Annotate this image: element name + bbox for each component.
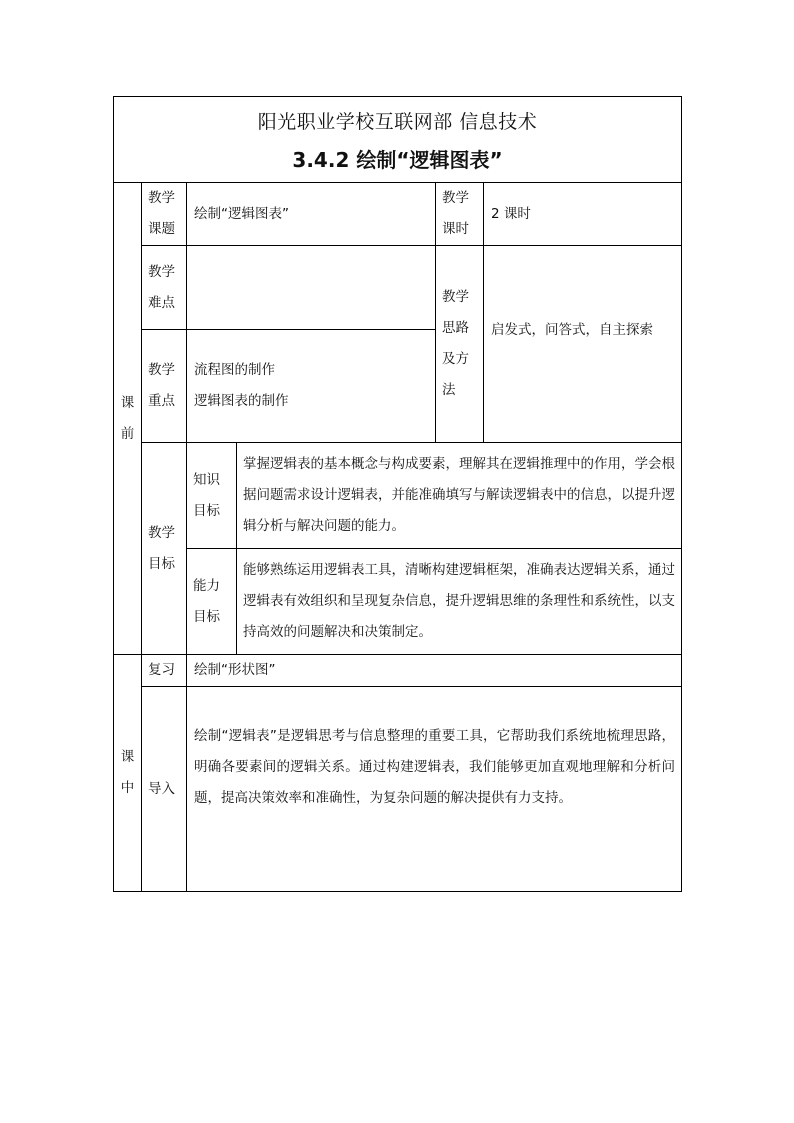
ability-objective-row (114, 549, 682, 655)
topic-row (114, 183, 682, 246)
difficulty-value (187, 246, 436, 330)
school-line: 阳光职业学校互联网部 信息技术 (257, 111, 538, 133)
key-points-value: 流程图的制作 逻辑图表的制作 (187, 330, 436, 443)
review-row (114, 655, 682, 687)
hours-label: 教学 课时 (436, 183, 484, 246)
method-value: 启发式，问答式，自主探索 (484, 246, 682, 443)
ability-label: 能力 目标 (187, 549, 237, 655)
method-label: 教学 思路 及方 法 (436, 246, 484, 443)
key-points-label: 教学 重点 (142, 330, 187, 443)
difficulty-row (114, 246, 682, 330)
lesson-plan-table (113, 96, 682, 892)
intro-label: 导入 (142, 687, 187, 892)
in-class-section-label: 课 中 (114, 655, 142, 892)
pre-class-section-label: 课 前 (114, 183, 142, 655)
objectives-label: 教学 目标 (142, 443, 187, 655)
hours-value: 2 课时 (484, 183, 682, 246)
topic-label: 教学 课题 (142, 183, 187, 246)
lesson-title: 3.4.2 绘制“逻辑图表” (292, 148, 503, 172)
ability-text: 能够熟练运用逻辑表工具，清晰构建逻辑框架，准确表达逻辑关系，通过逻辑表有效组织和呈现复杂信息，提升逻辑思维的条理性和系统性，以支持高效的问题解决和决策制定。 (237, 549, 682, 655)
intro-text: 绘制“逻辑表”是逻辑思考与信息整理的重要工具，它帮助我们系统地梳理思路，明确各要素间的逻辑关系。通过构建逻辑表，我们能够更加直观地理解和分析问题，提高决策效率和准确性，为复杂问题的解决提供有力支持。 (187, 687, 682, 892)
review-value: 绘制“形状图” (187, 655, 682, 687)
topic-value: 绘制“逻辑图表” (187, 183, 436, 246)
knowledge-objective-row (114, 443, 682, 549)
review-label: 复习 (142, 655, 187, 687)
knowledge-text: 掌握逻辑表的基本概念与构成要素，理解其在逻辑推理中的作用，学会根据问题需求设计逻辑表，并能准确填写与解读逻辑表中的信息，以提升逻辑分析与解决问题的能力。 (237, 443, 682, 549)
header-row (114, 97, 682, 183)
knowledge-label: 知识 目标 (187, 443, 237, 549)
difficulty-label: 教学 难点 (142, 246, 187, 330)
header-cell (114, 97, 682, 183)
intro-row (114, 687, 682, 892)
